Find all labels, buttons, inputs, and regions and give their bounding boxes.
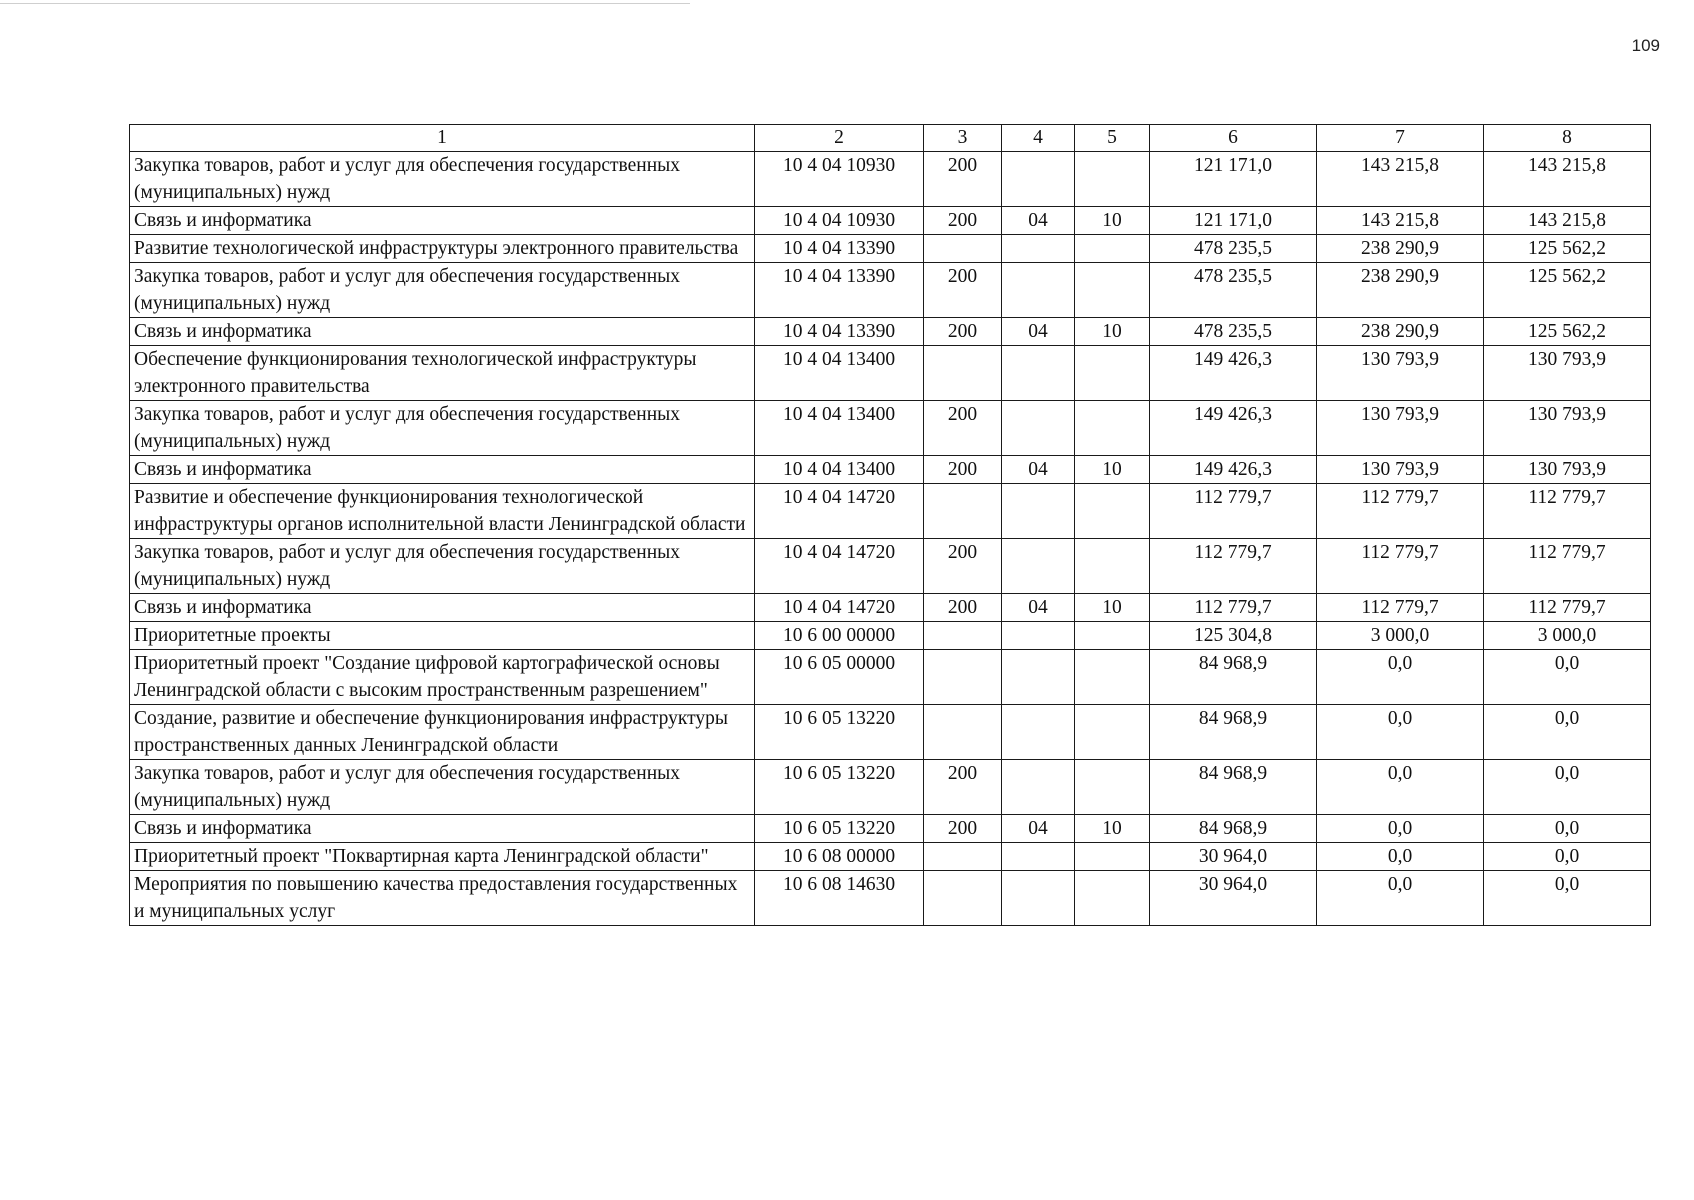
table-row [130, 152, 1651, 207]
target-code-cell: 10 4 04 13400 [755, 346, 924, 401]
amount-cell: 0,0 [1484, 815, 1651, 843]
target-code-cell: 10 6 05 00000 [755, 650, 924, 705]
item-name-cell: Закупка товаров, работ и услуг для обеспечения государственных (муниципальных) нужд [130, 760, 755, 815]
column-header: 1 [130, 125, 755, 152]
target-code-cell: 10 6 05 13220 [755, 705, 924, 760]
target-code-cell: 10 4 04 13390 [755, 235, 924, 263]
amount-cell: 0,0 [1317, 815, 1484, 843]
expense-type-cell: 200 [924, 207, 1002, 235]
amount-cell: 84 968,9 [1150, 760, 1317, 815]
column-number-row [130, 125, 1651, 152]
subsection-cell [1075, 760, 1150, 815]
item-name-cell: Связь и информатика [130, 815, 755, 843]
target-code-cell: 10 6 05 13220 [755, 815, 924, 843]
amount-cell: 478 235,5 [1150, 263, 1317, 318]
amount-cell: 3 000,0 [1317, 622, 1484, 650]
table-row [130, 263, 1651, 318]
amount-cell: 130 793,9 [1317, 346, 1484, 401]
subsection-cell: 10 [1075, 594, 1150, 622]
item-name-cell: Закупка товаров, работ и услуг для обеспечения государственных (муниципальных) нужд [130, 401, 755, 456]
expense-type-cell [924, 705, 1002, 760]
table-row [130, 235, 1651, 263]
amount-cell: 149 426,3 [1150, 346, 1317, 401]
subsection-cell [1075, 235, 1150, 263]
subsection-cell [1075, 871, 1150, 926]
section-cell: 04 [1002, 815, 1075, 843]
amount-cell: 0,0 [1484, 871, 1651, 926]
page-number: 109 [1631, 36, 1660, 55]
section-cell [1002, 539, 1075, 594]
amount-cell: 125 562,2 [1484, 263, 1651, 318]
amount-cell: 84 968,9 [1150, 815, 1317, 843]
item-name-cell: Связь и информатика [130, 318, 755, 346]
expense-type-cell [924, 622, 1002, 650]
target-code-cell: 10 4 04 13400 [755, 401, 924, 456]
subsection-cell: 10 [1075, 318, 1150, 346]
expense-type-cell [924, 650, 1002, 705]
amount-cell: 0,0 [1484, 650, 1651, 705]
column-header: 2 [755, 125, 924, 152]
table-row [130, 705, 1651, 760]
section-cell [1002, 346, 1075, 401]
table-row [130, 401, 1651, 456]
amount-cell: 30 964,0 [1150, 871, 1317, 926]
expense-type-cell: 200 [924, 760, 1002, 815]
amount-cell: 149 426,3 [1150, 401, 1317, 456]
subsection-cell: 10 [1075, 456, 1150, 484]
subsection-cell [1075, 705, 1150, 760]
target-code-cell: 10 4 04 14720 [755, 539, 924, 594]
table-row [130, 539, 1651, 594]
amount-cell: 112 779,7 [1150, 594, 1317, 622]
item-name-cell: Развитие технологической инфраструктуры электронного правительства [130, 235, 755, 263]
section-cell: 04 [1002, 318, 1075, 346]
target-code-cell: 10 4 04 13390 [755, 263, 924, 318]
amount-cell: 0,0 [1317, 871, 1484, 926]
section-cell: 04 [1002, 207, 1075, 235]
table-row [130, 871, 1651, 926]
column-header: 3 [924, 125, 1002, 152]
table-row [130, 843, 1651, 871]
column-header: 7 [1317, 125, 1484, 152]
subsection-cell [1075, 346, 1150, 401]
amount-cell: 84 968,9 [1150, 705, 1317, 760]
budget-table [129, 124, 1651, 926]
section-cell [1002, 401, 1075, 456]
expense-type-cell: 200 [924, 318, 1002, 346]
table-body [130, 152, 1651, 926]
section-cell [1002, 263, 1075, 318]
table-row [130, 456, 1651, 484]
subsection-cell [1075, 650, 1150, 705]
item-name-cell: Приоритетный проект "Создание цифровой картографической основы Ленинградской области с высоким пространственным разрешением" [130, 650, 755, 705]
target-code-cell: 10 4 04 14720 [755, 484, 924, 539]
section-cell [1002, 843, 1075, 871]
expense-type-cell: 200 [924, 152, 1002, 207]
amount-cell: 112 779,7 [1484, 594, 1651, 622]
amount-cell: 0,0 [1484, 705, 1651, 760]
amount-cell: 121 171,0 [1150, 207, 1317, 235]
amount-cell: 143 215,8 [1484, 152, 1651, 207]
amount-cell: 121 171,0 [1150, 152, 1317, 207]
table-row [130, 594, 1651, 622]
target-code-cell: 10 4 04 14720 [755, 594, 924, 622]
subsection-cell [1075, 539, 1150, 594]
target-code-cell: 10 4 04 13390 [755, 318, 924, 346]
item-name-cell: Закупка товаров, работ и услуг для обеспечения государственных (муниципальных) нужд [130, 152, 755, 207]
section-cell [1002, 705, 1075, 760]
amount-cell: 0,0 [1317, 843, 1484, 871]
section-cell [1002, 152, 1075, 207]
section-cell: 04 [1002, 594, 1075, 622]
expense-type-cell: 200 [924, 594, 1002, 622]
subsection-cell [1075, 622, 1150, 650]
expense-type-cell [924, 871, 1002, 926]
subsection-cell [1075, 843, 1150, 871]
expense-type-cell [924, 843, 1002, 871]
item-name-cell: Приоритетный проект "Поквартирная карта Ленинградской области" [130, 843, 755, 871]
table-row [130, 318, 1651, 346]
item-name-cell: Связь и информатика [130, 456, 755, 484]
amount-cell: 112 779,7 [1484, 539, 1651, 594]
target-code-cell: 10 6 08 14630 [755, 871, 924, 926]
target-code-cell: 10 6 08 00000 [755, 843, 924, 871]
amount-cell: 143 215,8 [1484, 207, 1651, 235]
expense-type-cell [924, 484, 1002, 539]
item-name-cell: Развитие и обеспечение функционирования технологической инфраструктуры органов исполнительной власти Ленинградской области [130, 484, 755, 539]
amount-cell: 130 793,9 [1317, 401, 1484, 456]
expense-type-cell [924, 346, 1002, 401]
amount-cell: 143 215,8 [1317, 207, 1484, 235]
amount-cell: 0,0 [1317, 705, 1484, 760]
expense-type-cell: 200 [924, 539, 1002, 594]
section-cell [1002, 871, 1075, 926]
item-name-cell: Создание, развитие и обеспечение функционирования инфраструктуры пространственных данных Ленинградской области [130, 705, 755, 760]
table-row [130, 815, 1651, 843]
item-name-cell: Мероприятия по повышению качества предоставления государственных и муниципальных услуг [130, 871, 755, 926]
item-name-cell: Закупка товаров, работ и услуг для обеспечения государственных (муниципальных) нужд [130, 539, 755, 594]
amount-cell: 3 000,0 [1484, 622, 1651, 650]
subsection-cell: 10 [1075, 815, 1150, 843]
amount-cell: 130 793,9 [1484, 456, 1651, 484]
target-code-cell: 10 4 04 10930 [755, 152, 924, 207]
amount-cell: 130 793,9 [1317, 456, 1484, 484]
table-row [130, 760, 1651, 815]
item-name-cell: Связь и информатика [130, 594, 755, 622]
item-name-cell: Обеспечение функционирования технологической инфраструктуры электронного правительства [130, 346, 755, 401]
amount-cell: 125 562,2 [1484, 235, 1651, 263]
table-row [130, 346, 1651, 401]
section-cell [1002, 650, 1075, 705]
subsection-cell [1075, 152, 1150, 207]
section-cell: 04 [1002, 456, 1075, 484]
table-row [130, 207, 1651, 235]
column-header: 4 [1002, 125, 1075, 152]
subsection-cell: 10 [1075, 207, 1150, 235]
target-code-cell: 10 4 04 13400 [755, 456, 924, 484]
item-name-cell: Закупка товаров, работ и услуг для обеспечения государственных (муниципальных) нужд [130, 263, 755, 318]
subsection-cell [1075, 484, 1150, 539]
expense-type-cell: 200 [924, 263, 1002, 318]
amount-cell: 0,0 [1484, 843, 1651, 871]
expense-type-cell: 200 [924, 456, 1002, 484]
amount-cell: 238 290,9 [1317, 263, 1484, 318]
amount-cell: 112 779,7 [1317, 484, 1484, 539]
amount-cell: 112 779,7 [1150, 539, 1317, 594]
amount-cell: 238 290,9 [1317, 235, 1484, 263]
column-header: 8 [1484, 125, 1651, 152]
amount-cell: 478 235,5 [1150, 235, 1317, 263]
amount-cell: 0,0 [1317, 650, 1484, 705]
table-row [130, 650, 1651, 705]
subsection-cell [1075, 401, 1150, 456]
subsection-cell [1075, 263, 1150, 318]
table-row [130, 622, 1651, 650]
amount-cell: 238 290,9 [1317, 318, 1484, 346]
amount-cell: 130 793,9 [1484, 346, 1651, 401]
target-code-cell: 10 6 05 13220 [755, 760, 924, 815]
scan-edge-line [0, 3, 690, 4]
column-header: 5 [1075, 125, 1150, 152]
table-row [130, 484, 1651, 539]
item-name-cell: Связь и информатика [130, 207, 755, 235]
expense-type-cell: 200 [924, 401, 1002, 456]
amount-cell: 84 968,9 [1150, 650, 1317, 705]
expense-type-cell: 200 [924, 815, 1002, 843]
amount-cell: 478 235,5 [1150, 318, 1317, 346]
section-cell [1002, 484, 1075, 539]
section-cell [1002, 235, 1075, 263]
expense-type-cell [924, 235, 1002, 263]
amount-cell: 112 779,7 [1150, 484, 1317, 539]
amount-cell: 112 779,7 [1484, 484, 1651, 539]
target-code-cell: 10 6 00 00000 [755, 622, 924, 650]
amount-cell: 143 215,8 [1317, 152, 1484, 207]
amount-cell: 0,0 [1484, 760, 1651, 815]
column-header: 6 [1150, 125, 1317, 152]
amount-cell: 112 779,7 [1317, 539, 1484, 594]
amount-cell: 112 779,7 [1317, 594, 1484, 622]
section-cell [1002, 760, 1075, 815]
amount-cell: 30 964,0 [1150, 843, 1317, 871]
section-cell [1002, 622, 1075, 650]
item-name-cell: Приоритетные проекты [130, 622, 755, 650]
target-code-cell: 10 4 04 10930 [755, 207, 924, 235]
amount-cell: 149 426,3 [1150, 456, 1317, 484]
amount-cell: 125 304,8 [1150, 622, 1317, 650]
amount-cell: 0,0 [1317, 760, 1484, 815]
amount-cell: 130 793,9 [1484, 401, 1651, 456]
amount-cell: 125 562,2 [1484, 318, 1651, 346]
